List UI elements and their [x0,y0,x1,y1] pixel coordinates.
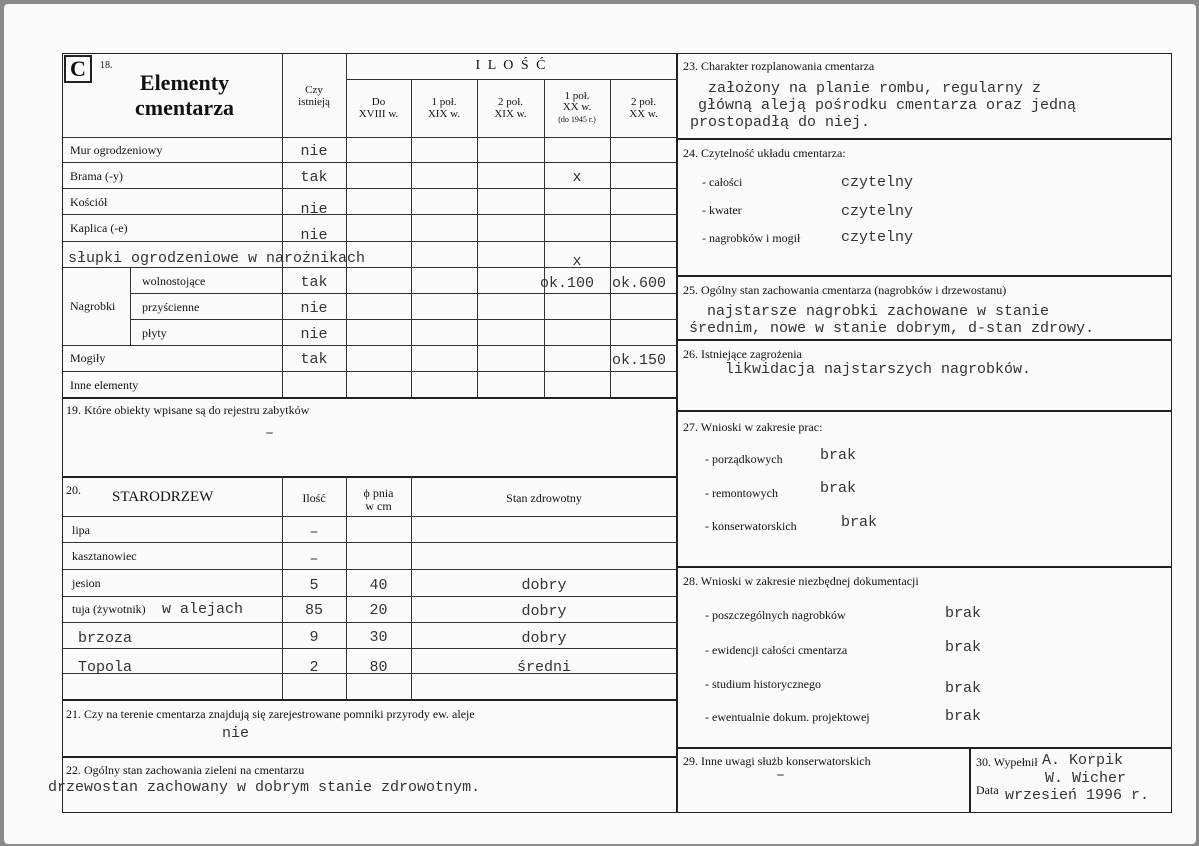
section-28-item-1: - poszczególnych nagrobków [705,608,846,622]
form-card [4,4,1196,844]
tree-brzoza: brzoza [78,630,133,647]
section-20-title: STARODRZEW [112,489,214,505]
header-stan: Stan zdrowotny [506,491,582,505]
exists-mur: nie [300,143,328,160]
tree-tuja-stan: dobry [521,603,567,620]
exists-mogily: tak [300,351,328,368]
section-27-value-2: brak [820,480,857,497]
section-28-item-4: - ewentualnie dokum. projektowej [705,710,870,724]
section-26-label: 26. Istniejące zagrożenia [683,347,802,361]
tree-brzoza-ilosc: 9 [309,629,319,646]
tree-kasztanowiec: kasztanowiec [72,549,137,563]
exists-plyty: nie [300,326,328,343]
row-label-przyscienne: przyścienne [142,300,200,314]
section-27-item-3: - konserwatorskich [705,519,797,533]
tree-tuja-ilosc: 85 [304,602,323,619]
header-ilosc: I L O Ś Ć [475,58,548,73]
section-29-value: – [776,767,786,784]
section-22-value: drzewostan zachowany w dobrym stanie zdrowotnym. [48,779,481,796]
period-header-4-l3: (do 1945 r.) [558,115,596,124]
section-24-item-3: - nagrobków i mogił [702,231,801,245]
tree-jesion-stan: dobry [521,577,567,594]
row-label-mogily: Mogiły [70,351,106,365]
section-26-value: likwidacja najstarszych nagrobków. [725,361,1032,378]
section-30-name-1: A. Korpik [1042,752,1124,769]
tree-topola: Topola [78,659,133,676]
section-29-label: 29. Inne uwagi służb konserwatorskich [683,754,871,768]
tree-lipa-ilosc: – [309,524,319,541]
section-30-name-2: W. Wicher [1045,770,1127,787]
mogily-2pol-xx: ok.150 [612,352,667,369]
slupki-1pol-xx: x [572,253,582,270]
section-25-line-2: średnim, nowe w stanie dobrym, d-stan zdrowy. [689,320,1095,337]
header-istnieja: istnieją [298,96,330,108]
section-28-value-4: brak [945,708,982,725]
period-header-2-l1: 1 poł. [431,96,457,108]
period-header-4-l1: 1 poł. [564,90,590,102]
section-28-value-3: brak [945,680,982,697]
row-label-slupki: słupki ogrodzeniowe w narożnikach [68,250,366,267]
section-21-value: nie [222,725,250,742]
period-header-4-l2: XX w. [562,101,592,113]
wolnostojace-2pol-xx: ok.600 [612,275,667,292]
exists-przyscienne: nie [300,300,328,317]
section-23-line-2: główną aleją pośrodku cmentarza oraz jedną [698,97,1077,114]
section-19-value: – [265,425,275,442]
row-label-wolnostojace: wolnostojące [142,274,206,288]
section-27-value-1: brak [820,447,857,464]
section-24-value-2: czytelny [841,203,914,220]
section-28-item-2: - ewidencji całości cmentarza [705,643,848,657]
tree-tuja-extra: w alejach [162,601,244,618]
section-23-line-3: prostopadłą do niej. [690,114,871,131]
header-starodrzew-ilosc: Ilość [302,491,326,505]
tree-kasztanowiec-ilosc: – [309,551,319,568]
section-30-date: wrzesień 1996 r. [1005,787,1150,804]
header-czy: Czy [305,84,323,96]
section-18-title-2: cmentarza [135,95,234,120]
tree-jesion-pnia: 40 [369,577,388,594]
tree-topola-ilosc: 2 [309,659,319,676]
tree-lipa: lipa [72,523,90,537]
section-20-number: 20. [66,483,81,497]
section-19-label: 19. Które obiekty wpisane są do rejestru zabytków [66,403,310,417]
period-header-1-l2: XVIII w. [358,108,399,120]
row-label-nagrobki: Nagrobki [70,299,116,313]
section-28-value-2: brak [945,639,982,656]
tree-brzoza-stan: dobry [521,630,567,647]
tree-tuja: tuja (żywotnik) [72,602,146,616]
section-27-item-2: - remontowych [705,486,778,500]
header-pnia-cm: w cm [365,499,392,513]
section-24-value-3: czytelny [841,229,914,246]
tree-topola-stan: średni [516,659,571,676]
tree-brzoza-pnia: 30 [369,629,388,646]
cemetery-form [48,53,1172,813]
section-23-label: 23. Charakter rozplanowania cmentarza [683,59,875,73]
section-28-label: 28. Wnioski w zakresie niezbędnej dokumentacji [683,574,919,588]
section-22-label: 22. Ogólny stan zachowania zieleni na cmentarzu [66,763,305,777]
tree-topola-pnia: 80 [369,659,388,676]
row-label-plyty: płyty [142,326,167,340]
section-30-data-label: Data [976,783,999,797]
section-23-line-1: założony na planie rombu, regularny z [708,80,1042,97]
row-label-kaplica: Kaplica (-e) [70,221,128,235]
exists-kaplica: nie [300,227,328,244]
tree-jesion: jesion [72,576,101,590]
section-25-label: 25. Ogólny stan zachowania cmentarza (nagrobków i drzewostanu) [683,283,1007,297]
section-30-label: 30. Wypełnił [976,755,1038,769]
section-28-item-3: - studium historycznego [705,677,821,691]
wolnostojace-1pol-xx: ok.100 [540,275,595,292]
row-label-brama: Brama (-y) [70,169,123,183]
period-header-3-l1: 2 poł. [497,96,524,108]
section-18-number: 18. [100,60,113,71]
section-28-value-1: brak [945,605,982,622]
period-header-2-l2: XIX w. [427,108,461,120]
section-27-label: 27. Wnioski w zakresie prac: [683,420,823,434]
exists-brama: tak [300,169,328,186]
section-24-label: 24. Czytelność układu cmentarza: [683,146,846,160]
tree-jesion-ilosc: 5 [309,577,319,594]
period-header-1-l1: Do [371,96,386,108]
exists-kosciol: nie [300,201,328,218]
period-header-5-l2: XX w. [629,108,658,120]
section-24-value-1: czytelny [841,174,914,191]
header-pnia: ϕ pnia [363,486,394,500]
section-27-value-3: brak [841,514,878,531]
section-25-line-1: najstarsze nagrobki zachowane w stanie [707,303,1050,320]
section-21-label: 21. Czy na terenie cmentarza znajdują się zarejestrowane pomniki przyrody ew. aleje [66,707,475,721]
period-header-5-l1: 2 poł. [630,96,657,108]
tree-tuja-pnia: 20 [369,602,388,619]
row-label-mur: Mur ogrodzeniowy [70,143,163,157]
exists-wolnostojace: tak [300,274,328,291]
section-24-item-1: - całości [702,175,743,189]
section-24-item-2: - kwater [702,203,742,217]
section-letter: C [70,56,86,81]
section-18-title: Elementy [139,70,230,95]
period-header-3-l2: XIX w. [494,108,527,120]
row-label-kosciol: Kościół [70,195,108,209]
section-27-item-1: - porządkowych [705,452,783,466]
brama-1pol-xx: x [572,169,582,186]
row-label-inne: Inne elementy [70,378,139,392]
